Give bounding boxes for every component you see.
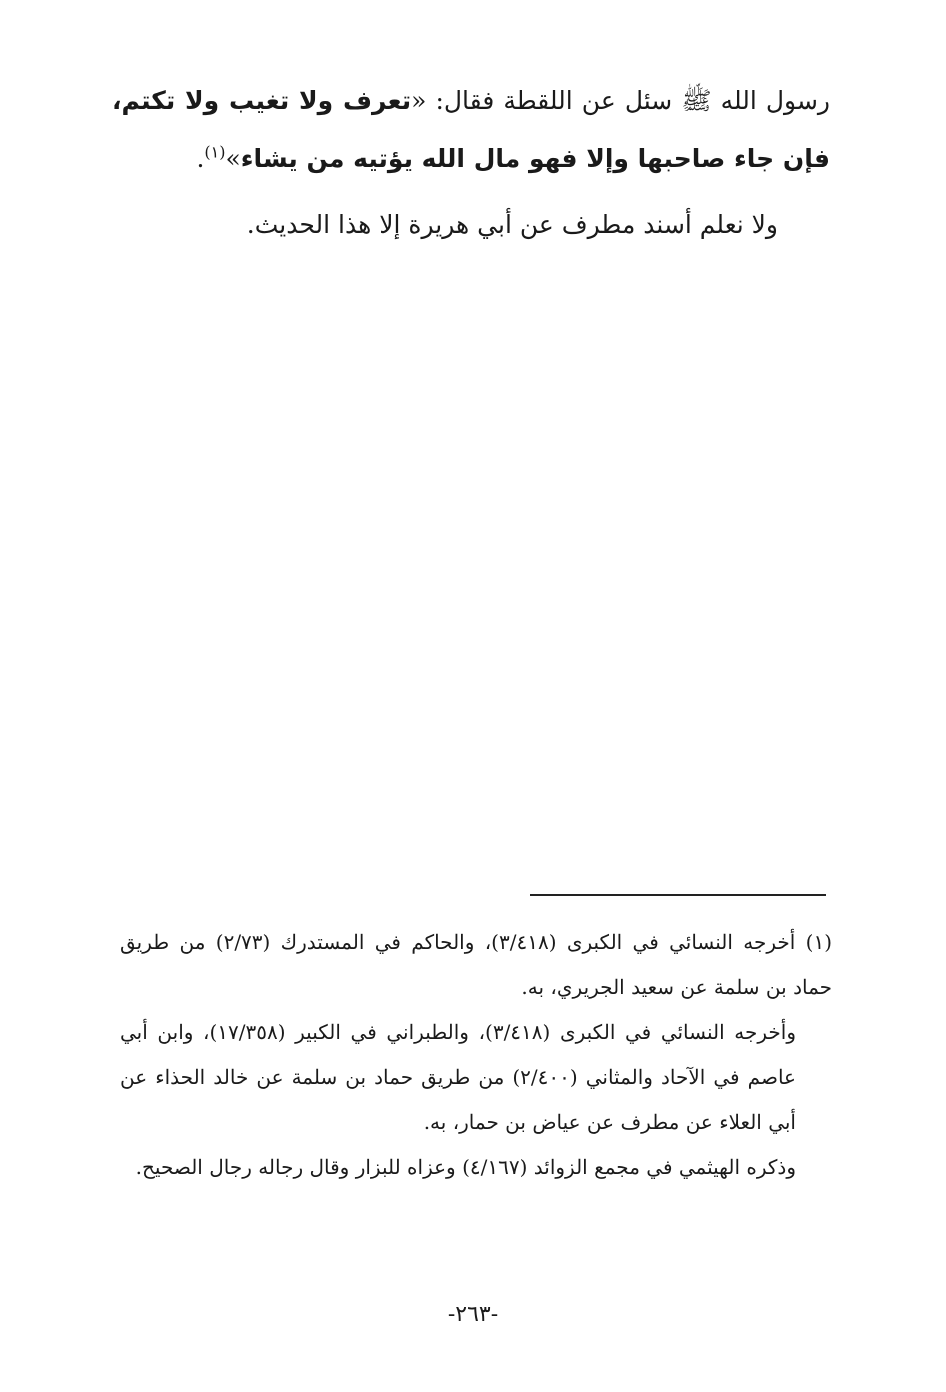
hadith-quote: تعرف ولا تغيب ولا تكتم، فإن جاء صاحبها وإلا فهو مال الله يؤتيه من يشاء xyxy=(112,86,830,173)
page-number: -٢٦٣- xyxy=(447,1302,499,1327)
footnotes xyxy=(120,920,832,1190)
footnote-separator xyxy=(530,894,826,896)
commentary-paragraph: ولا نعلم أسند مطرف عن أبي هريرة إلا هذا الحديث. xyxy=(246,210,778,239)
footnote-1-continued-a: وأخرجه النسائي في الكبرى (٣/٤١٨)، والطبراني في الكبير (١٧/٣٥٨)، وابن أبي عاصم في الآحاد والمثاني (٢/٤٠٠) من طريق حماد بن سلمة عن خالد الحذاء عن أبي العلاء عن مطرف عن عياض بن حمار، به. xyxy=(120,1020,796,1134)
main-text xyxy=(112,72,830,254)
footnote-1: (١) أخرجه النسائي في الكبرى (٣/٤١٨)، والحاكم في المستدرك (٢/٧٣) من طريق حماد بن سلمة عن سعيد الجريري، به. xyxy=(120,930,832,999)
hadith-intro: رسول الله ﷺ سئل عن اللقطة فقال: « xyxy=(411,86,830,115)
end-punctuation: . xyxy=(196,144,205,173)
footnote-1-continued-b: وذكره الهيثمي في مجمع الزوائد (٤/١٦٧) وعزاه للبزار وقال رجاله رجال الصحيح. xyxy=(135,1155,796,1179)
quote-close: » xyxy=(225,144,241,173)
footnote-reference: (١) xyxy=(204,142,226,162)
hadith-paragraph xyxy=(112,72,830,188)
